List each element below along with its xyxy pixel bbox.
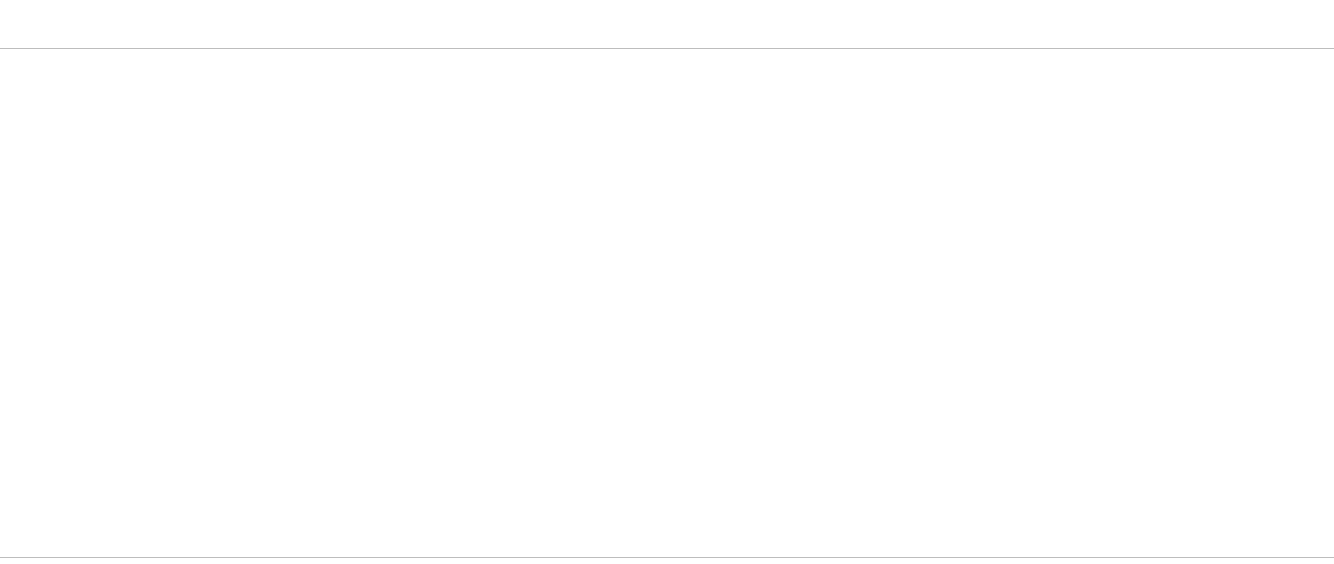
table-header-row xyxy=(0,0,1334,49)
table-bottom-rule xyxy=(0,557,1334,558)
